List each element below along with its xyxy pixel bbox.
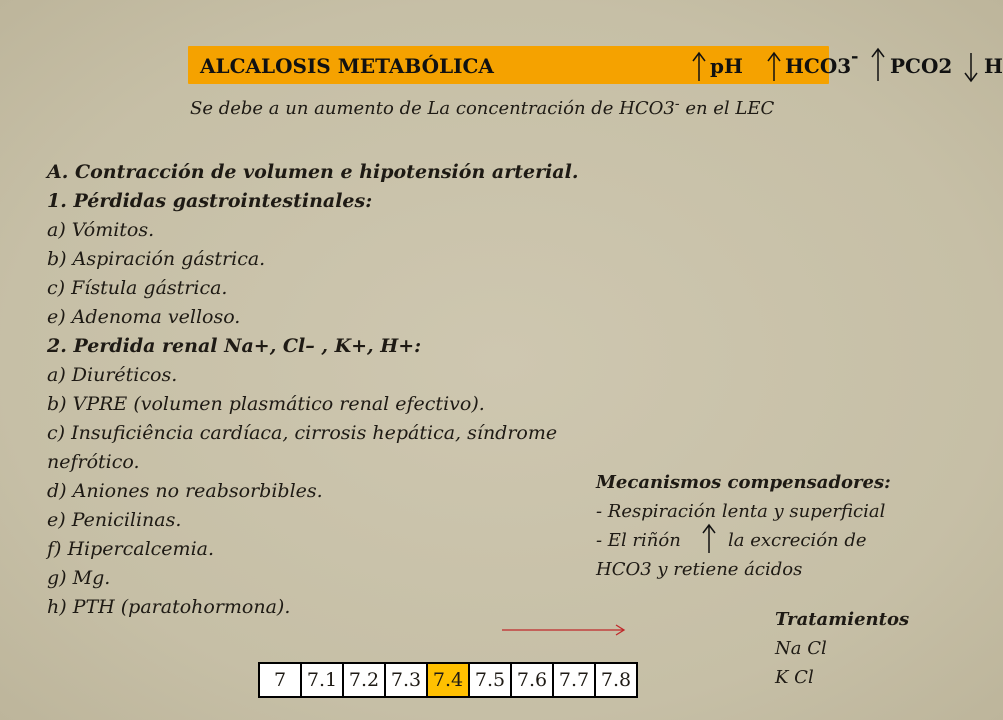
- ph-scale-cell: 7: [259, 663, 301, 697]
- pco2-label: PCO2: [890, 54, 953, 78]
- mechanisms-block: [596, 468, 936, 584]
- ph-scale-row: [259, 663, 637, 697]
- title-bar: [188, 46, 1003, 84]
- cause-item: d) Aniones no reabsorbibles.: [47, 480, 323, 502]
- mechanism-item: - Respiración lenta y superficial: [596, 501, 886, 522]
- ph-scale-cell: 7.3: [385, 663, 427, 697]
- arrow-up-icon: [692, 52, 706, 82]
- mechanisms-title: Mecanismos compensadores:: [596, 472, 891, 493]
- treatment-item: K Cl: [775, 667, 814, 688]
- cause-heading: A. Contracción de volumen e hipotensión arterial.: [47, 161, 579, 183]
- cause-heading: 1. Pérdidas gastrointestinales:: [47, 190, 373, 212]
- cause-item: g) Mg.: [47, 567, 111, 589]
- ph-scale-cell: 7.5: [469, 663, 511, 697]
- ph-scale-cell: 7.8: [595, 663, 637, 697]
- mechanism-item: [596, 526, 936, 555]
- treatment-item: Na Cl: [775, 638, 827, 659]
- treatments-title: Tratamientos: [775, 609, 910, 630]
- mechanism-item: HCO3 y retiene ácidos: [596, 559, 803, 580]
- title-text: ALCALOSIS METABÓLICA: [200, 54, 494, 78]
- arrow-up-icon: [767, 52, 781, 82]
- ph-scale-cell: 7.4: [427, 663, 469, 697]
- causes-list: [47, 158, 607, 622]
- cause-item: b) Aspiración gástrica.: [47, 248, 266, 270]
- mechanism-item-text: la excreción de: [728, 530, 867, 551]
- arrow-up-icon: [871, 48, 885, 82]
- cause-item: a) Diuréticos.: [47, 364, 178, 386]
- subtitle: [190, 98, 774, 119]
- ph-label: pH: [710, 54, 743, 78]
- arrow-up-icon: [702, 524, 716, 554]
- ph-scale-table: [258, 662, 638, 698]
- subtitle-charge: -: [674, 96, 680, 112]
- cause-item: h) PTH (paratohormona).: [47, 596, 291, 618]
- ph-scale-cell: 7.1: [301, 663, 343, 697]
- ph-scale-cell: 7.7: [553, 663, 595, 697]
- cause-item: f) Hipercalcemia.: [47, 538, 215, 560]
- cause-item: e) Adenoma velloso.: [47, 306, 241, 328]
- cause-item: a) Vómitos.: [47, 219, 155, 241]
- cause-item: c) Fístula gástrica.: [47, 277, 228, 299]
- h-label: H: [984, 54, 1003, 78]
- ph-scale-cell: 7.2: [343, 663, 385, 697]
- arrow-down-icon: [964, 52, 978, 82]
- subtitle-tail: en el LEC: [685, 98, 775, 119]
- treatments-block: [775, 605, 909, 692]
- cause-item: b) VPRE (volumen plasmático renal efectivo).: [47, 393, 485, 415]
- mechanism-item-text: - El riñón: [596, 530, 681, 551]
- hco3-label: HCO3: [785, 54, 852, 78]
- hco3-charge: -: [851, 46, 859, 67]
- cause-item: c) Insuficiência cardíaca, cirrosis hepática, síndrome nefrótico.: [47, 422, 558, 473]
- cause-item: e) Penicilinas.: [47, 509, 182, 531]
- ph-scale-cell: 7.6: [511, 663, 553, 697]
- right-arrow-icon: [500, 620, 628, 640]
- cause-heading: 2. Perdida renal Na+, Cl– , K+, H+:: [47, 335, 422, 357]
- subtitle-text: Se debe a un aumento de La concentración de HCO3: [190, 98, 675, 119]
